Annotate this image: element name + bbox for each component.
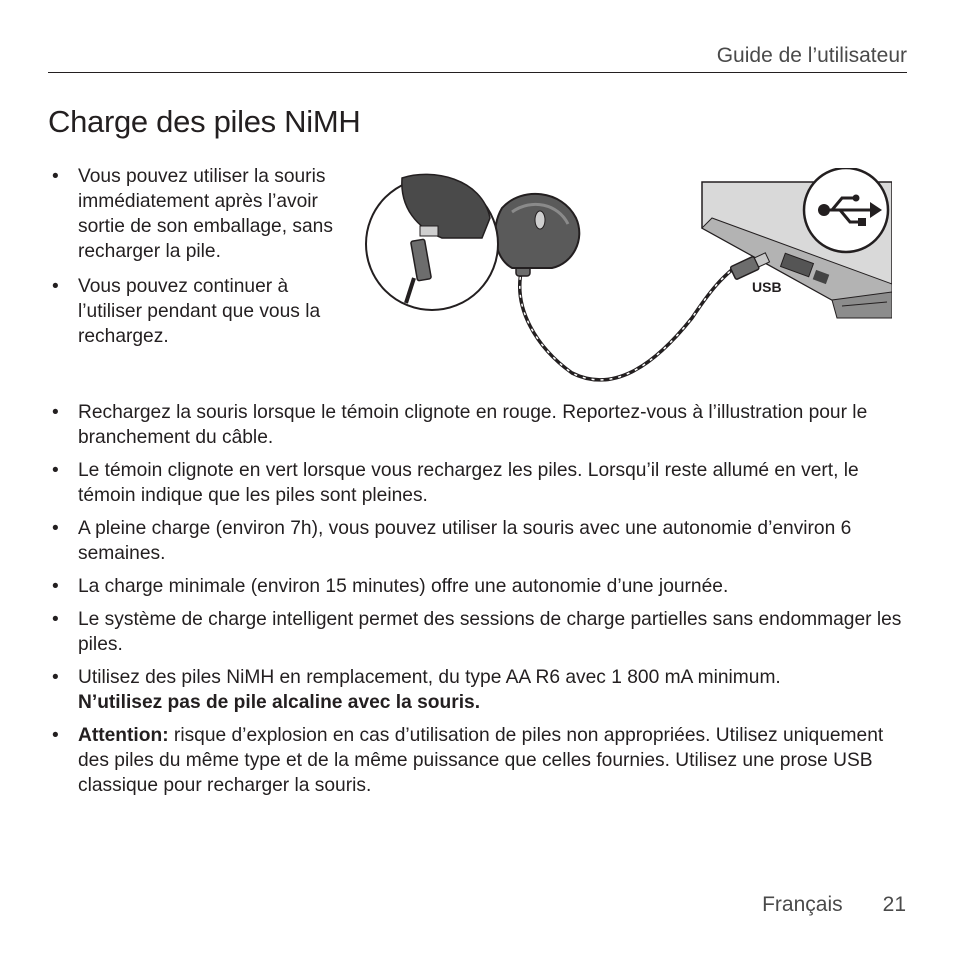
- bullet: •: [52, 166, 59, 187]
- page-title: Charge des piles NiMH: [48, 104, 361, 139]
- list-item-text: A pleine charge (environ 7h), vous pouvez utiliser la souris avec une autonomie d’environ 6 semaines.: [78, 518, 852, 564]
- list-item: [48, 574, 918, 599]
- page-footer: [762, 893, 906, 917]
- list-item-text: risque d’explosion en cas d’utilisation de piles non appropriées. Utilisez uniquement des piles du même type et de la même puissance que celles fournies. Utilisez une prose USB classique pour recharger la souris.: [78, 725, 884, 796]
- list-item-text: Le témoin clignote en vert lorsque vous rechargez les piles. Lorsqu’il reste allumé en vert, le témoin indique que les piles sont pleines.: [78, 460, 859, 506]
- list-item: [48, 164, 348, 264]
- list-item-text: Rechargez la souris lorsque le témoin clignote en rouge. Reportez-vous à l’illustration pour le branchement du câble.: [78, 402, 868, 448]
- bullet: •: [52, 460, 59, 481]
- list-item-text: Vous pouvez utiliser la souris immédiatement après l’avoir sortie de son emballage, sans recharger la pile.: [78, 166, 333, 262]
- bullet-list: [48, 400, 918, 806]
- mouse-closeup-icon: [366, 174, 498, 310]
- list-item: [48, 516, 918, 566]
- bullet: •: [52, 518, 59, 539]
- list-item-text: Vous pouvez continuer à l’utiliser pendant que vous la rechargez.: [78, 276, 321, 347]
- attention-label: Attention:: [78, 725, 169, 746]
- bullet: •: [52, 402, 59, 423]
- footer-language: Français: [762, 893, 843, 916]
- list-item: [48, 458, 918, 508]
- list-item: [48, 723, 918, 798]
- charging-illustration: [362, 168, 892, 390]
- page-header: [48, 40, 907, 73]
- intro-list: [48, 164, 348, 359]
- bullet: •: [52, 725, 59, 746]
- list-item: [48, 607, 918, 657]
- bullet: •: [52, 609, 59, 630]
- bullet: •: [52, 667, 59, 688]
- list-item: [48, 665, 918, 715]
- list-item-text: Le système de charge intelligent permet des sessions de charge partielles sans endommager les piles.: [78, 609, 902, 655]
- list-item: [48, 400, 918, 450]
- usb-label: USB: [752, 279, 782, 295]
- header-title: Guide de l’utilisateur: [716, 44, 907, 67]
- list-item-text: La charge minimale (environ 15 minutes) offre une autonomie d’une journée.: [78, 576, 729, 597]
- list-item-text: Utilisez des piles NiMH en remplacement, du type AA R6 avec 1 800 mA minimum.: [78, 667, 781, 688]
- list-item: [48, 274, 348, 349]
- mouse-icon: [495, 194, 579, 268]
- bullet: •: [52, 276, 59, 297]
- page-number: 21: [882, 893, 906, 916]
- bullet: •: [52, 576, 59, 597]
- usb-symbol-icon: [804, 168, 888, 252]
- warning-text: N’utilisez pas de pile alcaline avec la souris.: [78, 692, 481, 713]
